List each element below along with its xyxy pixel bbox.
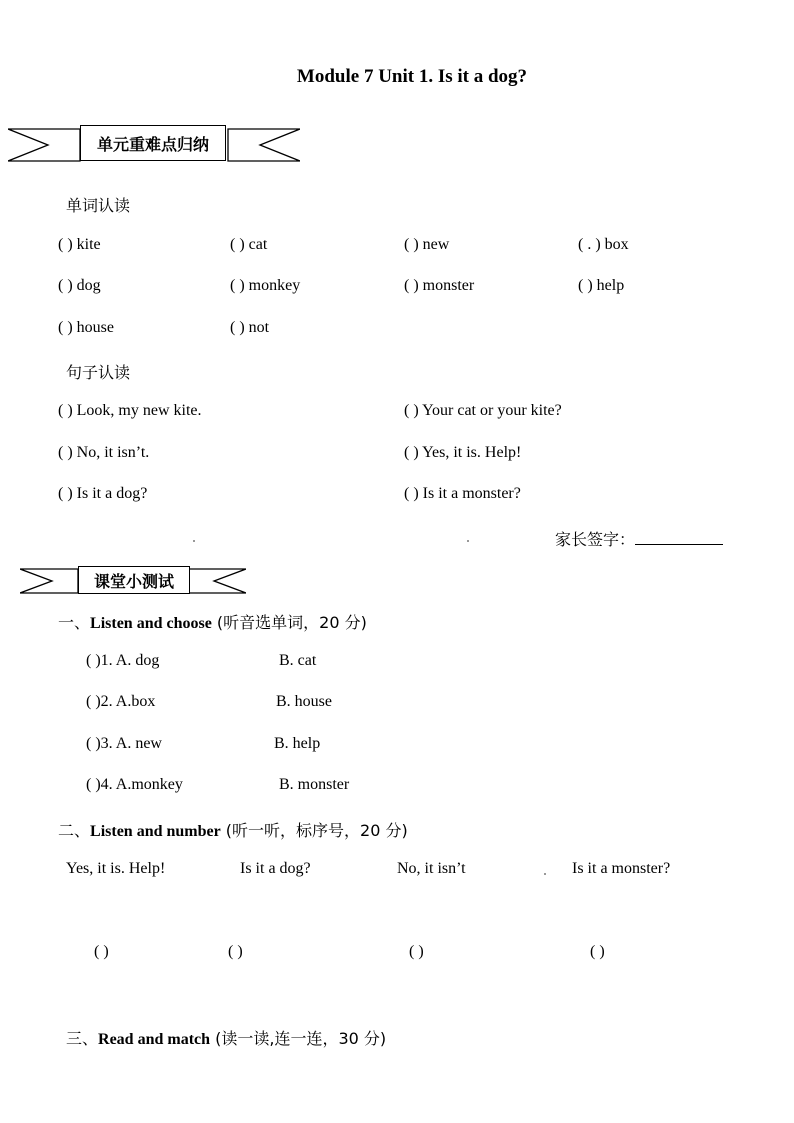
question-title: Listen and number (90, 823, 221, 840)
number-sentence: Yes, it is. Help! (66, 860, 166, 877)
number-blank[interactable]: ( ) (94, 943, 109, 960)
choice-item: ( )2. A.box (86, 693, 156, 710)
question-1-heading (58, 610, 367, 633)
number-sentence: Is it a dog? (240, 860, 311, 877)
choice-item: ( )3. A. new (86, 735, 162, 752)
word-item: ( ) house (58, 319, 114, 336)
choice-item: ( )4. A.monkey (86, 776, 183, 793)
word-item: ( ) kite (58, 236, 101, 253)
word-item: ( ) help (578, 277, 625, 294)
word-item: ( ) monster (404, 277, 475, 294)
question-note: (读一读,连一连，30 分) (210, 1029, 387, 1048)
number-blank[interactable]: ( ) (590, 943, 605, 960)
parent-signature (555, 527, 723, 550)
signature-line[interactable] (635, 530, 723, 545)
question-number: 三、 (66, 1029, 99, 1048)
number-sentence: No, it isn’t (397, 860, 466, 877)
sentences-heading: 句子认读 (66, 363, 131, 382)
sentence-item: ( ) Your cat or your kite? (404, 402, 562, 419)
word-item: ( ) monkey (230, 277, 301, 294)
stray-dot (544, 873, 546, 875)
section-banner-quiz (20, 565, 246, 597)
question-title: Read and match (98, 1031, 211, 1048)
question-title: Listen and choose (90, 615, 212, 632)
stray-dot (193, 540, 195, 542)
banner-label: 课堂小测试 (78, 566, 190, 594)
sentence-item: ( ) Yes, it is. Help! (404, 444, 522, 461)
word-item: ( ) cat (230, 236, 268, 253)
page-title: Module 7 Unit 1. Is it a dog? (296, 66, 528, 87)
choice-item: ( )1. A. dog (86, 652, 160, 669)
choice-option-b: B. house (276, 693, 332, 710)
word-item: ( ) new (404, 236, 450, 253)
sentence-item: ( ) Is it a dog? (58, 485, 148, 502)
question-3-heading (66, 1026, 386, 1049)
sentence-item: ( ) No, it isn’t. (58, 444, 150, 461)
question-note: (听一听，标序号，20 分) (220, 821, 408, 840)
choice-option-b: B. cat (279, 652, 317, 669)
banner-label: 单元重难点归纳 (80, 125, 226, 161)
number-sentence: Is it a monster? (572, 860, 671, 877)
sentence-item: ( ) Look, my new kite. (58, 402, 202, 419)
question-note: (听音选单词，20 分) (211, 613, 367, 632)
sentence-item: ( ) Is it a monster? (404, 485, 521, 502)
words-heading: 单词认读 (66, 196, 131, 215)
stray-dot (467, 540, 469, 542)
question-number: 一、 (58, 613, 91, 632)
word-item: ( ) not (230, 319, 270, 336)
section-banner-review (8, 124, 300, 166)
number-blank[interactable]: ( ) (228, 943, 243, 960)
question-number: 二、 (58, 821, 91, 840)
question-2-heading (58, 818, 408, 841)
signature-label: 家长签字： (555, 530, 636, 549)
choice-option-b: B. monster (279, 776, 350, 793)
choice-option-b: B. help (274, 735, 321, 752)
word-item: ( ) dog (58, 277, 101, 294)
word-item: ( . ) box (578, 236, 629, 253)
number-blank[interactable]: ( ) (409, 943, 424, 960)
